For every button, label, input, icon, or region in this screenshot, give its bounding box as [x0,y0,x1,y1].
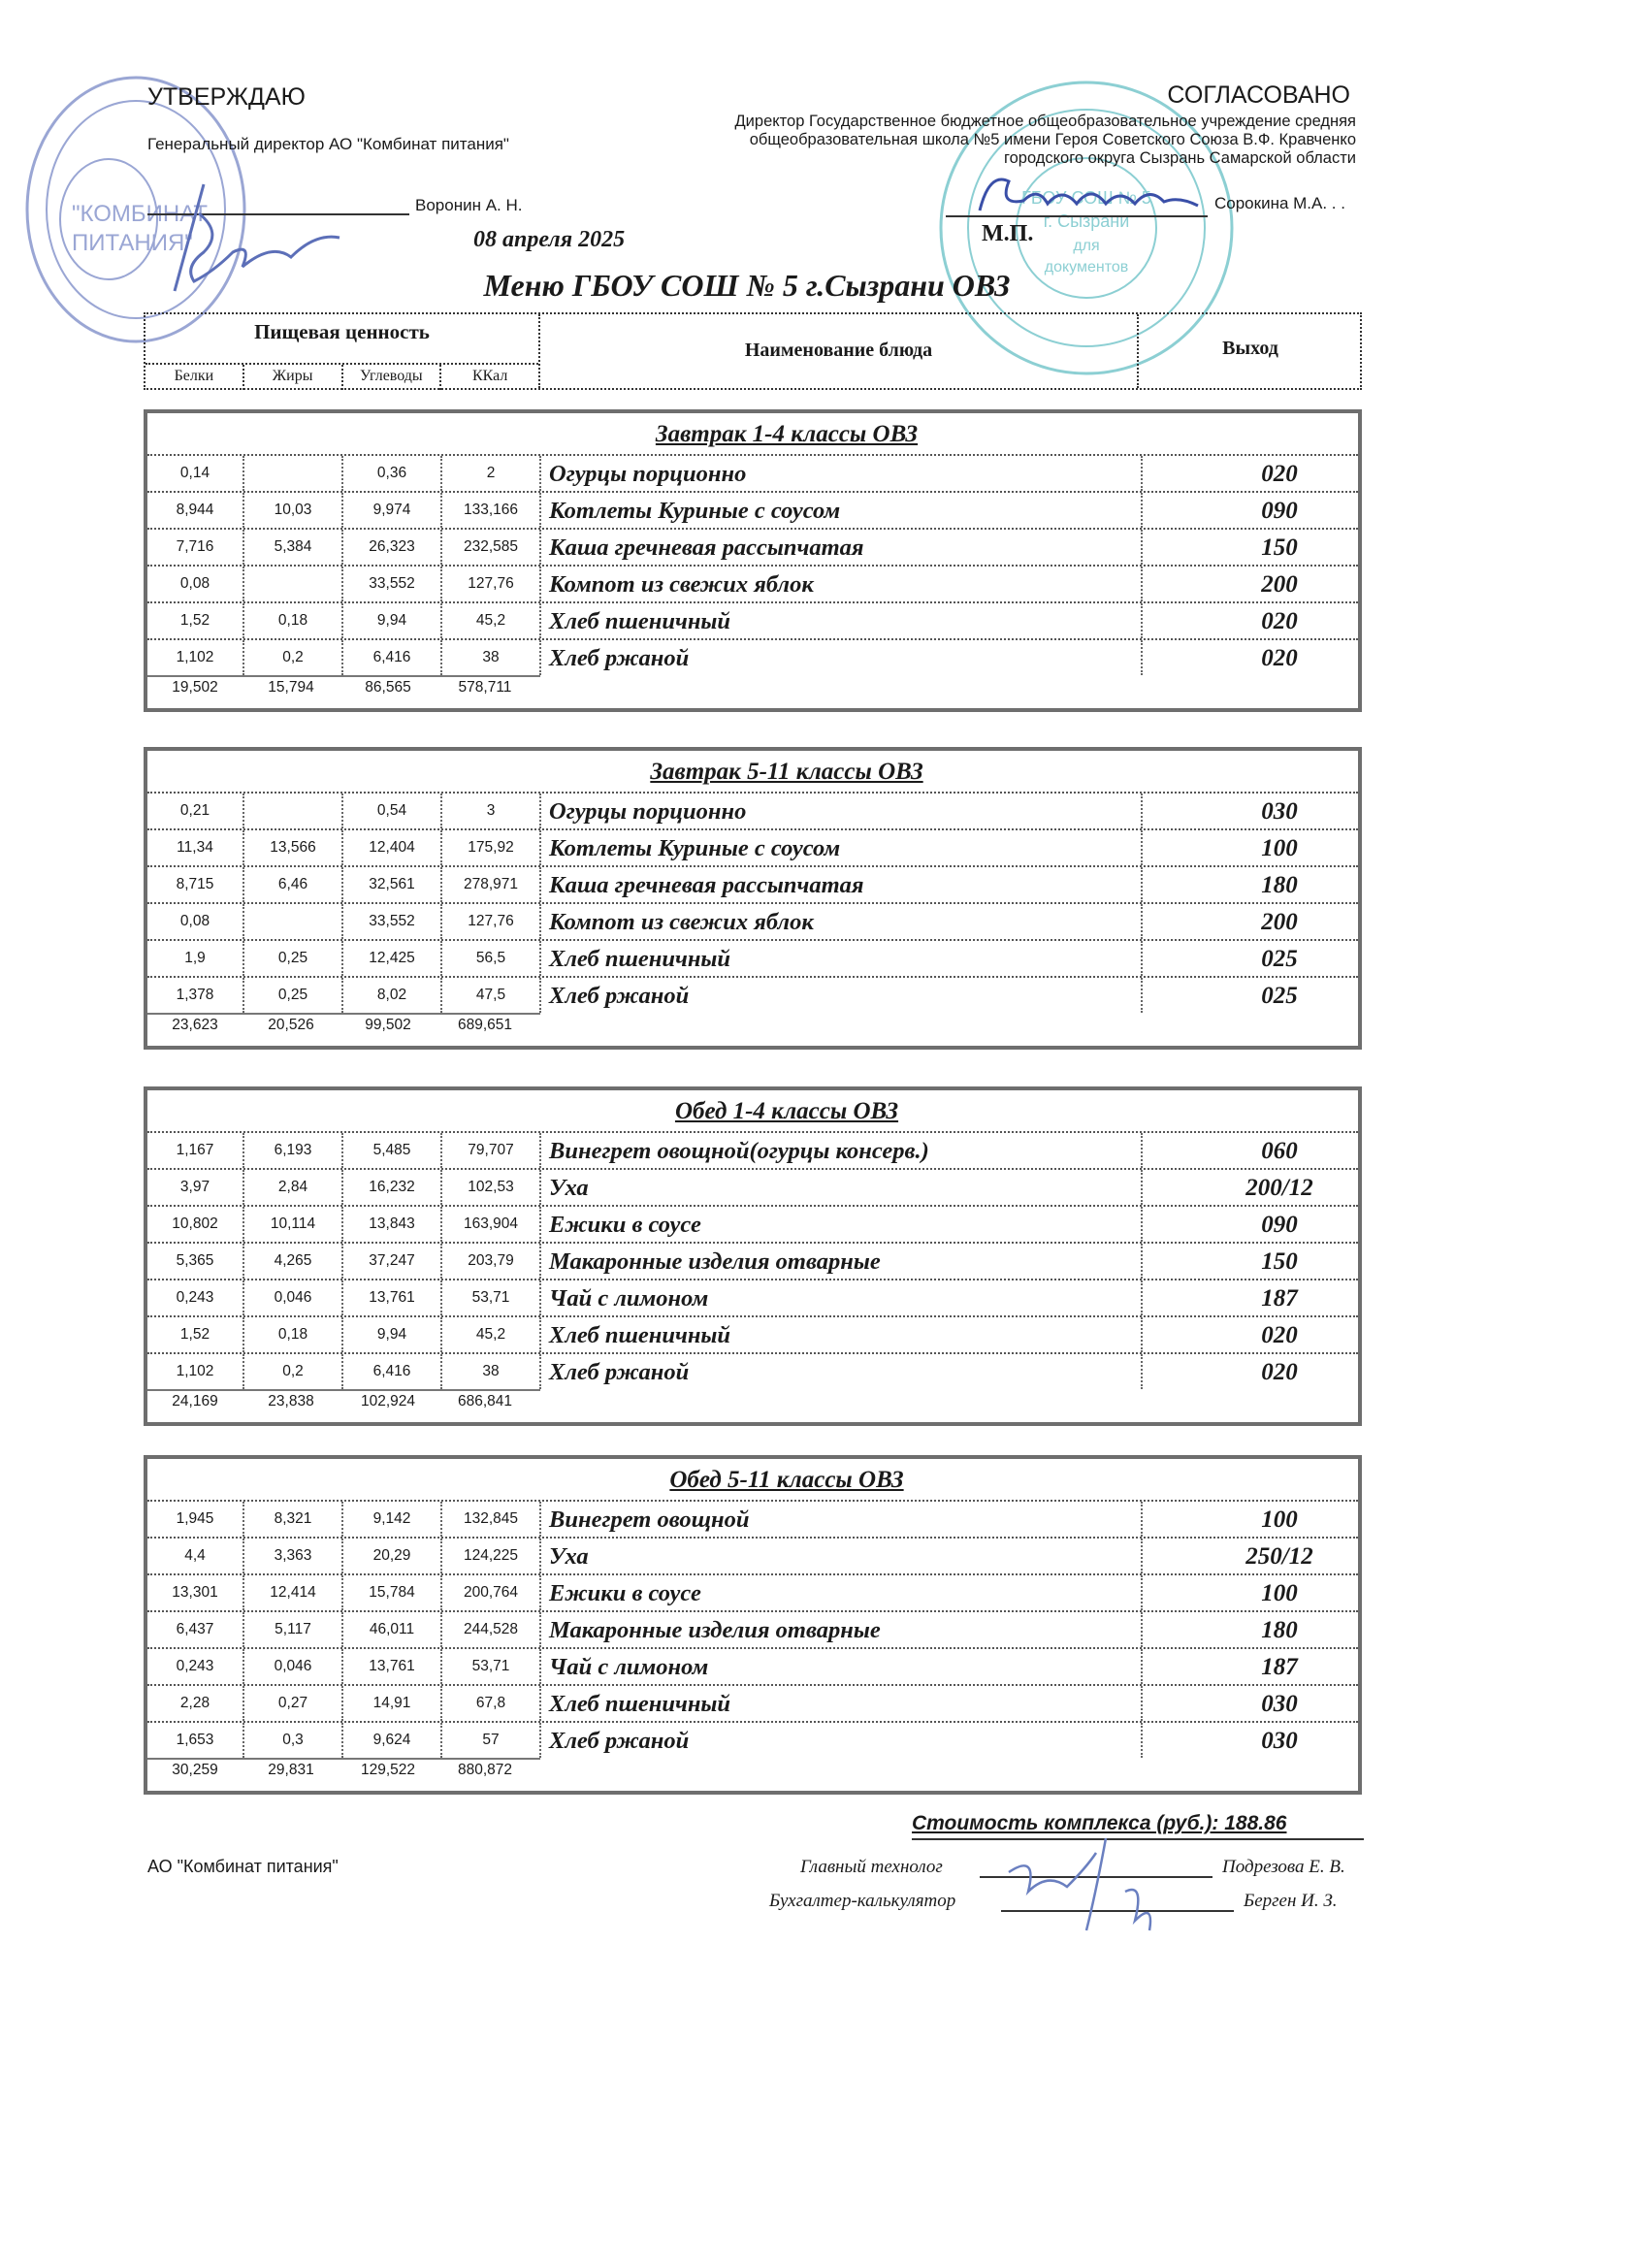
fat-cell: 5,117 [244,1612,343,1647]
protein-cell: 10,802 [147,1207,244,1242]
total-carbs: 129,522 [360,1762,416,1778]
fat-cell: 0,3 [244,1723,343,1758]
yield-cell: 250/12 [1245,1543,1313,1570]
carbs-cell: 5,485 [343,1133,442,1168]
total-fat: 20,526 [268,1017,314,1033]
protein-cell: 0,243 [147,1280,244,1315]
fat-cell: 10,114 [244,1207,343,1242]
kcal-cell: 244,528 [442,1612,541,1647]
protein-cell: 1,9 [147,941,244,976]
table-row [147,865,1358,902]
agree-position [696,113,1356,168]
fat-cell: 0,046 [244,1649,343,1684]
dish-name-cell: Хлеб пшеничный [541,603,1143,638]
protein-cell: 0,08 [147,904,244,939]
agree-position-line: городского округа Сызрань Самарской области [1003,149,1356,167]
table-row [147,1684,1358,1721]
accountant-name: Берген И. З. [1244,1891,1338,1911]
table-row [147,1131,1358,1168]
yield-cell: 200 [1261,571,1298,598]
protein-cell: 6,437 [147,1612,244,1647]
fat-cell: 3,363 [244,1539,343,1573]
total-kcal: 689,651 [457,1017,513,1033]
carbs-cell: 12,404 [343,830,442,865]
footer-company: АО "Комбинат питания" [147,1857,339,1876]
protein-cell: 8,944 [147,493,244,528]
dish-name-cell: Хлеб ржаной [541,640,1143,675]
approve-date: 08 апреля 2025 [473,227,626,252]
kcal-cell: 232,585 [442,530,541,565]
yield-cell: 187 [1261,1654,1298,1680]
carbs-cell: 9,94 [343,1317,442,1352]
kcal-cell: 38 [442,1354,541,1389]
kcal-cell: 56,5 [442,941,541,976]
yield-cell: 200/12 [1245,1175,1313,1201]
dish-name-cell: Хлеб ржаной [541,1354,1143,1389]
carbs-cell: 15,784 [343,1575,442,1610]
fat-cell: 6,193 [244,1133,343,1168]
table-row [147,1721,1358,1758]
total-protein: 23,623 [172,1017,218,1033]
table-row [147,902,1358,939]
carbs-cell: 33,552 [343,567,442,601]
fat-cell: 10,03 [244,493,343,528]
kcal-cell: 127,76 [442,904,541,939]
table-row [147,1315,1358,1352]
fat-cell: 13,566 [244,830,343,865]
meal-section [144,1086,1362,1426]
carbs-cell: 12,425 [343,941,442,976]
table-row [147,1279,1358,1315]
kcal-cell: 47,5 [442,978,541,1013]
carbs-cell: 9,624 [343,1723,442,1758]
yield-header: Выход [1222,338,1278,359]
table-row [147,1647,1358,1684]
fat-cell: 8,321 [244,1502,343,1537]
yield-cell: 020 [1261,645,1298,671]
meal-title: Обед 5-11 классы ОВЗ [669,1467,904,1493]
protein-cell: 0,14 [147,456,244,491]
technologist-name: Подрезова Е. В. [1222,1857,1345,1877]
table-row [147,1168,1358,1205]
table-row [147,638,1358,675]
agree-position-line: общеобразовательная школа №5 имени Героя Советского Союза В.Ф. Кравченко [749,131,1356,148]
carbs-cell: 14,91 [343,1686,442,1721]
yield-cell: 200 [1261,909,1298,935]
stamp-text-line2: ПИТАНИЯ" [72,230,193,256]
yield-cell: 020 [1261,608,1298,634]
approve-signer-name: Воронин А. Н. [415,196,523,214]
kcal-cell: 203,79 [442,1244,541,1279]
stamp-school-line2: г. Сызрани [1043,211,1130,231]
total-protein: 24,169 [172,1393,218,1409]
protein-cell: 4,4 [147,1539,244,1573]
stamp-text-line1: "КОМБИНАТ [72,201,209,227]
yield-cell: 100 [1261,1580,1298,1606]
kcal-cell: 45,2 [442,603,541,638]
dish-name-cell: Ежики в соусе [541,1207,1143,1242]
dish-name-cell: Уха [541,1539,1143,1573]
table-row [147,976,1358,1013]
meal-title: Завтрак 5-11 классы ОВЗ [650,759,923,785]
protein-cell: 1,945 [147,1502,244,1537]
total-protein: 30,259 [172,1762,218,1778]
kcal-cell: 67,8 [442,1686,541,1721]
totals-row [147,1758,540,1808]
kcal-cell: 124,225 [442,1539,541,1573]
protein-cell: 3,97 [147,1170,244,1205]
fat-cell: 0,046 [244,1280,343,1315]
fat-cell: 0,18 [244,1317,343,1352]
yield-cell: 025 [1261,946,1298,972]
dish-name-cell: Винегрет овощной [541,1502,1143,1537]
accountant-label: Бухгалтер-калькулятор [769,1891,956,1911]
table-row [147,454,1358,491]
totals-row [147,1013,540,1063]
stamp-place-mark: М.П. [982,221,1034,246]
kcal-cell: 57 [442,1723,541,1758]
yield-cell: 090 [1261,498,1298,524]
table-row [147,792,1358,828]
carbs-cell: 33,552 [343,904,442,939]
dish-name-cell: Хлеб ржаной [541,978,1143,1013]
total-protein: 19,502 [172,679,218,696]
total-kcal: 880,872 [457,1762,513,1778]
fat-cell: 6,46 [244,867,343,902]
dish-name-cell: Макаронные изделия отварные [541,1612,1143,1647]
stamp-school-line3: для [1073,238,1100,254]
approve-heading: УТВЕРЖДАЮ [147,83,306,111]
technologist-label: Главный технолог [800,1857,943,1877]
dish-name-cell: Каша гречневая рассыпчатая [541,530,1143,565]
protein-cell: 0,243 [147,1649,244,1684]
fat-cell: 0,18 [244,603,343,638]
technologist-signature-icon [970,1833,1203,1940]
agree-position-line: Директор Государственное бюджетное общеобразовательное учреждение средняя [734,113,1356,130]
fat-cell: 4,265 [244,1244,343,1279]
nutrition-subheaders [146,363,538,390]
protein-cell: 13,301 [147,1575,244,1610]
carbs-cell: 13,761 [343,1280,442,1315]
yield-cell: 030 [1261,798,1298,825]
carbs-cell: 37,247 [343,1244,442,1279]
total-carbs: 86,565 [365,679,411,696]
kcal-cell: 3 [442,794,541,828]
protein-cell: 1,378 [147,978,244,1013]
stamp-school-line4: документов [1044,259,1129,275]
table-row [147,1610,1358,1647]
protein-cell: 1,102 [147,640,244,675]
yield-cell: 060 [1261,1138,1298,1164]
totals-row [147,675,540,726]
carbs-cell: 9,974 [343,493,442,528]
protein-cell: 7,716 [147,530,244,565]
yield-cell: 180 [1261,872,1298,898]
fat-cell: 12,414 [244,1575,343,1610]
table-row [147,565,1358,601]
fat-cell: 0,25 [244,941,343,976]
table-row [147,491,1358,528]
protein-cell: 0,08 [147,567,244,601]
protein-cell: 2,28 [147,1686,244,1721]
protein-cell: 1,102 [147,1354,244,1389]
carbs-cell: 8,02 [343,978,442,1013]
agree-heading: СОГЛАСОВАНО [1167,81,1350,109]
table-row [147,1573,1358,1610]
yield-cell: 150 [1261,535,1298,561]
protein-cell: 11,34 [147,830,244,865]
dish-header: Наименование блюда [744,340,933,361]
fat-cell [244,567,343,601]
dish-name-cell: Огурцы порционно [541,794,1143,828]
kcal-cell: 53,71 [442,1649,541,1684]
kcal-cell: 132,845 [442,1502,541,1537]
fat-cell: 0,27 [244,1686,343,1721]
nutrition-header [146,314,540,388]
yield-cell: 090 [1261,1212,1298,1238]
complex-cost: Стоимость комплекса (руб.): 188.86 [912,1812,1287,1834]
yield-cell: 030 [1261,1691,1298,1717]
kcal-cell: 38 [442,640,541,675]
dish-name-cell: Чай с лимоном [541,1649,1143,1684]
accountant-signature-line [1001,1910,1234,1912]
meal-section [144,409,1362,712]
carbs-cell: 0,36 [343,456,442,491]
dish-name-cell: Компот из свежих яблок [541,904,1143,939]
kcal-cell: 163,904 [442,1207,541,1242]
kcal-cell: 175,92 [442,830,541,865]
protein-cell: 1,52 [147,603,244,638]
document-title: Меню ГБОУ СОШ № 5 г.Сызрани ОВЗ [483,268,1011,303]
stamp-school-line1: ГБОУ СОШ № 5 [1021,188,1151,208]
protein-cell: 1,167 [147,1133,244,1168]
protein-cell: 0,21 [147,794,244,828]
table-row [147,828,1358,865]
carbs-cell: 32,561 [343,867,442,902]
fat-cell: 5,384 [244,530,343,565]
protein-cell: 5,365 [147,1244,244,1279]
protein-cell: 8,715 [147,867,244,902]
kcal-cell: 278,971 [442,867,541,902]
dish-name-cell: Котлеты Куриные с соусом [541,493,1143,528]
dish-name-cell: Компот из свежих яблок [541,567,1143,601]
dish-name-cell: Макаронные изделия отварные [541,1244,1143,1279]
table-row [147,1352,1358,1389]
fat-header: Жиры [244,365,343,390]
carbs-cell: 9,142 [343,1502,442,1537]
dish-name-cell: Хлеб ржаной [541,1723,1143,1758]
kcal-cell: 133,166 [442,493,541,528]
total-carbs: 102,924 [360,1393,416,1409]
yield-cell: 100 [1261,835,1298,861]
yield-cell: 030 [1261,1728,1298,1754]
fat-cell: 0,2 [244,1354,343,1389]
yield-cell: 020 [1261,461,1298,487]
table-row [147,1537,1358,1573]
meal-section [144,1455,1362,1795]
meal-title: Завтрак 1-4 классы ОВЗ [655,421,919,447]
total-carbs: 99,502 [365,1017,411,1033]
table-row [147,601,1358,638]
table-row [147,1205,1358,1242]
meal-section [144,747,1362,1050]
protein-cell: 1,52 [147,1317,244,1352]
protein-header: Белки [146,365,244,390]
cost-underline [912,1838,1364,1840]
yield-cell: 187 [1261,1285,1298,1312]
approve-position: Генеральный директор АО "Комбинат питания" [147,135,509,153]
carbs-cell: 6,416 [343,640,442,675]
dish-name-cell: Ежики в соусе [541,1575,1143,1610]
dish-name-cell: Котлеты Куриные с соусом [541,830,1143,865]
dish-name-cell: Каша гречневая рассыпчатая [541,867,1143,902]
yield-cell: 180 [1261,1617,1298,1643]
yield-header-cell [1137,314,1362,388]
yield-cell: 100 [1261,1507,1298,1533]
dish-name-cell: Чай с лимоном [541,1280,1143,1315]
kcal-cell: 127,76 [442,567,541,601]
total-kcal: 686,841 [457,1393,513,1409]
fat-cell: 0,2 [244,640,343,675]
dish-name-cell: Хлеб пшеничный [541,941,1143,976]
carbs-cell: 9,94 [343,603,442,638]
nutrition-header-title: Пищевая ценность [254,320,430,343]
carbs-cell: 13,761 [343,1649,442,1684]
carbs-cell: 13,843 [343,1207,442,1242]
total-kcal: 578,711 [458,679,512,696]
approve-signature-line [147,213,409,215]
agree-signer-name: Сорокина М.А. . . [1214,194,1345,212]
protein-cell: 1,653 [147,1723,244,1758]
table-row [147,1500,1358,1537]
dish-name-cell: Хлеб пшеничный [541,1686,1143,1721]
carbs-cell: 16,232 [343,1170,442,1205]
table-row [147,939,1358,976]
carbs-cell: 6,416 [343,1354,442,1389]
yield-cell: 150 [1261,1248,1298,1275]
fat-cell [244,456,343,491]
technologist-signature-line [980,1876,1212,1878]
fat-cell: 2,84 [244,1170,343,1205]
yield-cell: 020 [1261,1322,1298,1348]
carbs-cell: 46,011 [343,1612,442,1647]
dish-name-cell: Огурцы порционно [541,456,1143,491]
yield-cell: 025 [1261,983,1298,1009]
fat-cell [244,794,343,828]
carbs-cell: 0,54 [343,794,442,828]
total-fat: 23,838 [268,1393,314,1409]
dish-name-cell: Винегрет овощной(огурцы консерв.) [541,1133,1143,1168]
carbs-cell: 26,323 [343,530,442,565]
kcal-header: ККал [471,368,508,384]
kcal-cell: 102,53 [442,1170,541,1205]
fat-cell [244,904,343,939]
column-header-table [144,312,1362,390]
totals-row [147,1389,540,1440]
kcal-cell: 2 [442,456,541,491]
kcal-cell: 45,2 [442,1317,541,1352]
dish-name-cell: Уха [541,1170,1143,1205]
carbs-cell: 20,29 [343,1539,442,1573]
table-row [147,528,1358,565]
agree-signature-line [946,215,1208,217]
fat-cell: 0,25 [244,978,343,1013]
total-fat: 15,794 [268,679,314,696]
total-fat: 29,831 [268,1762,314,1778]
carbs-header: Углеводы [343,365,442,390]
kcal-cell: 79,707 [442,1133,541,1168]
dish-name-cell: Хлеб пшеничный [541,1317,1143,1352]
kcal-cell: 200,764 [442,1575,541,1610]
table-row [147,1242,1358,1279]
yield-cell: 020 [1261,1359,1298,1385]
meal-title: Обед 1-4 классы ОВЗ [674,1098,899,1124]
kcal-cell: 53,71 [442,1280,541,1315]
